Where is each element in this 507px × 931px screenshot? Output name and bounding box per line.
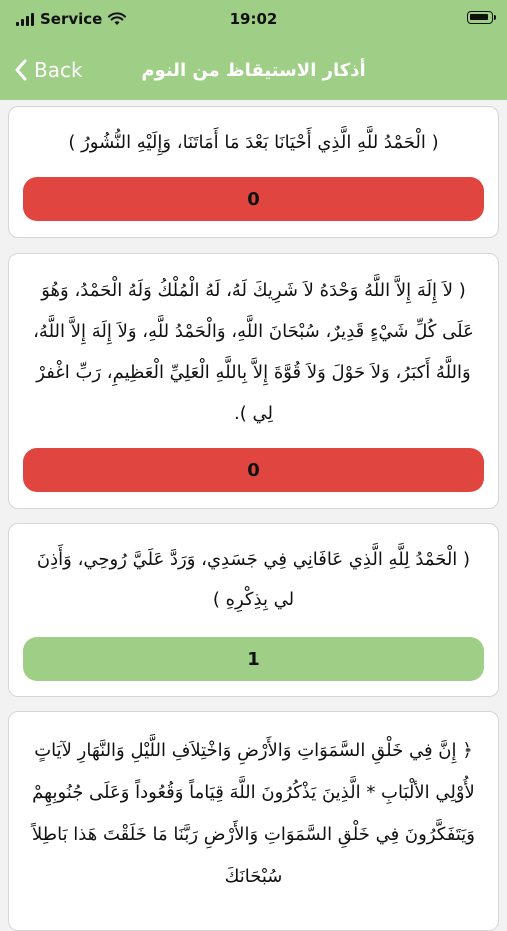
clock: 19:02 [229,10,278,28]
dhikr-text: ﴿ إِنَّ فِي خَلْقِ السَّمَوَاتِ وَالأَرْضِ وَاخْتِلاَفِ اللَّيْلِ وَالنَّهَارِ لآيَاتٍ لأُوْلِي الألْبَابِ * الَّذِينَ يَذْكُرُونَ اللَّهَ قِيَاماً وَقُعُوداً وَعَلَى جُنُوبِهِمْ وَيَتَفَكَّرُونَ فِي خَلْقِ السَّمَوَاتِ وَالأَرْضِ رَبَّنَا مَا خَلَقْتَ هَذا بَاطِلاً سُبْحَانَكَ [32,740,475,887]
counter-value: 0 [247,188,260,210]
counter-button[interactable] [23,448,484,492]
dhikr-text: ( الْحَمْدُ للَّهِ الَّذِي أَحْيَانَا بَعْدَ مَا أَمَاتَنَا، وَإِلَيْهِ النُّشُورُ ) [68,132,439,153]
dhikr-text: ( الْحَمْدُ لِلَّهِ الَّذِي عَافَانِي فِي جَسَدِي، وَرَدَّ عَلَيَّ رُوحِي، وَأَذِنَ لي بِذِكْرِهِ ) [36,549,471,610]
counter-value: 0 [247,459,260,481]
dhikr-card [8,106,499,238]
counter-button[interactable] [23,177,484,221]
dhikr-card [8,523,499,697]
counter-button[interactable] [23,637,484,681]
battery-icon [467,11,493,24]
dhikr-card [8,711,499,931]
page-title: أذكار الاستيقاظ من النوم [141,60,366,81]
back-label: Back [34,58,83,82]
navigation-bar [0,54,507,94]
counter-value: 1 [247,648,260,670]
status-bar [0,8,507,32]
dhikr-text: ( لاَ إِلَهَ إِلاَّ اللَّهُ وَحْدَهُ لاَ شَرِيكَ لَهُ، لَهُ الْمُلْكُ وَلَهُ الْحَمْدُ، وَهُوَ عَلَى كُلِّ شَيْءٍ قَدِيرٌ، سُبْحَانَ اللَّهِ، وَالْحَمْدُ للَّهِ، وَلاَ إِلَهَ إِلاَّ اللَّهُ، وَاللَّهُ أَكبَرُ، وَلاَ حَوْلَ وَلاَ قُوَّةَ إِلاَّ بِاللَّهِ الْعَلِيِّ الْعَظِيمِ، رَبِّ اغْفرْ لِي ). [33,280,474,424]
carrier-label: Service [40,10,103,28]
dhikr-card [8,253,499,509]
header-bar [0,0,507,100]
